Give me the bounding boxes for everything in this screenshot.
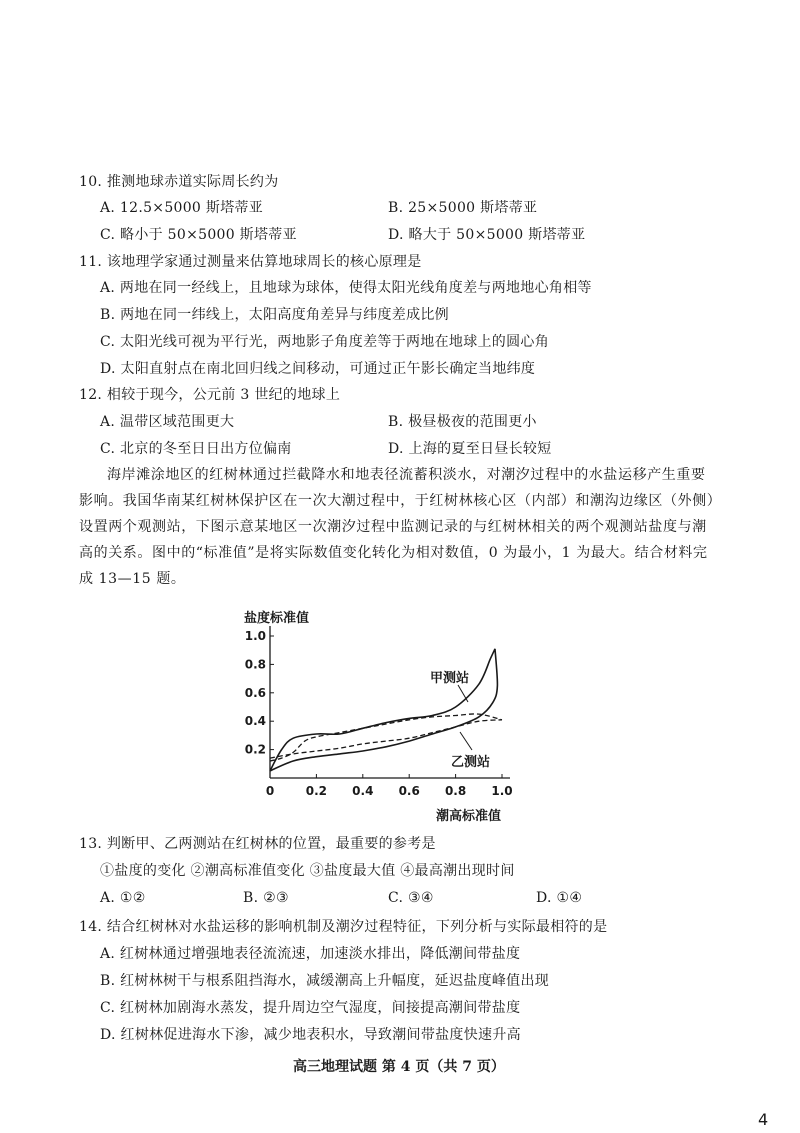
- x-tick-label: 0.2: [305, 784, 328, 798]
- q11-option-b: B. 两地在同一纬线上，太阳高度角差异与纬度差成比例: [100, 307, 449, 323]
- q14-option-c: C. 红树林加剧海水蒸发，提升周边空气湿度，间接提高潮间带盐度: [100, 1000, 521, 1016]
- series-1-upper-curve: [270, 714, 502, 761]
- q13-option-d: D. ①④: [536, 890, 583, 906]
- q12-option-a: A. 温带区域范围更大: [100, 414, 235, 430]
- q11-option-a: A. 两地在同一经线上，且地球为球体，使得太阳光线角度差与两地地心角相等: [100, 280, 592, 296]
- q14-option-b: B. 红树林树干与根系阻挡海水，减缓潮高上升幅度，延迟盐度峰值出现: [100, 973, 550, 989]
- series-label-jia: 甲测站: [430, 671, 470, 686]
- q12-option-d: D. 上海的夏至日昼长较短: [388, 441, 552, 457]
- y-axis-label: 盐度标准值: [244, 611, 310, 626]
- x-axis-label: 潮高标准值: [436, 809, 502, 824]
- series-1-lower-curve: [270, 720, 502, 758]
- q11-option-d: D. 太阳直射点在南北回归线之间移动，可通过正午影长确定当地纬度: [100, 361, 536, 377]
- x-tick-label: 1.0: [491, 784, 513, 798]
- chart-curves: [270, 649, 502, 771]
- q14-stem: 14. 结合红树林对水盐运移的影响机制及潮汐过程特征，下列分析与实际最相符的是: [79, 919, 608, 935]
- q14-option-d: D. 红树林促进海水下渗，减少地表积水，导致潮间带盐度快速升高: [100, 1027, 521, 1043]
- q11-stem: 11. 该地理学家通过测量来估算地球周长的核心原理是: [79, 254, 422, 270]
- q13-stem: 13. 判断甲、乙两测站在红树林的位置，最重要的参考是: [79, 836, 436, 852]
- q10-option-d: D. 略大于 50×5000 斯塔蒂亚: [388, 227, 586, 243]
- corner-page-number: 4: [758, 1110, 769, 1129]
- x-tick-label: 0.6: [398, 784, 420, 798]
- q11-option-c: C. 太阳光线可视为平行光，两地影子角度差等于两地在地球上的圆心角: [100, 334, 550, 350]
- page-footer: 高三地理试题 第 4 页（共 7 页）: [293, 1059, 505, 1075]
- x-tick-label: 0.4: [352, 784, 374, 798]
- x-tick-label: 0.8: [444, 784, 467, 798]
- q13-items: ①盐度的变化 ②潮高标准值变化 ③盐度最大值 ④最高潮出现时间: [100, 863, 515, 879]
- q12-option-b: B. 极昼极夜的范围更小: [388, 414, 537, 430]
- x-tick-label: 0: [265, 784, 275, 798]
- y-tick-label: 1.0: [244, 629, 266, 643]
- y-tick-label: 0.4: [244, 714, 266, 729]
- q10-option-c: C. 略小于 50×5000 斯塔蒂亚: [100, 227, 297, 243]
- y-tick-label: 0.8: [244, 657, 266, 672]
- q10-stem: 10. 推测地球赤道实际周长约为: [79, 174, 279, 190]
- q10-option-b: B. 25×5000 斯塔蒂亚: [388, 200, 538, 216]
- y-tick-label: 0.6: [244, 685, 266, 700]
- series-label-yi: 乙测站: [451, 755, 491, 770]
- series-pointer-jia: [458, 685, 468, 702]
- q10-option-a: A. 12.5×5000 斯塔蒂亚: [100, 200, 264, 216]
- material-paragraph: 海岸滩涂地区的红树林通过拦截降水和地表径流蓄积淡水，对潮汐过程中的水盐运移产生重要影响。我国华南某红树林保护区在一次大潮过程中，于红树林核心区（内部）和潮沟边缘区（外侧）设置两个观测站，下图示意某地区一次潮汐过程中监测记录的与红树林相关的两个观测站盐度与潮高的关系。图中的“标准值”是将实际数值变化转化为相对数值，0 为最小，1 为最大。结合材料完成 13—15 题。: [79, 467, 715, 587]
- q13-option-b: B. ②③: [243, 890, 289, 906]
- q13-option-a: A. ①②: [100, 890, 146, 906]
- q13-option-c: C. ③④: [388, 890, 434, 906]
- q14-option-a: A. 红树林通过增强地表径流流速，加速淡水排出，降低潮间带盐度: [100, 946, 521, 962]
- y-tick-label: 0.2: [244, 742, 266, 757]
- series-pointer-yi: [460, 732, 472, 750]
- q12-stem: 12. 相较于现今，公元前 3 世纪的地球上: [79, 387, 341, 403]
- q12-option-c: C. 北京的冬至日日出方位偏南: [100, 441, 292, 457]
- salinity-tide-chart: [236, 606, 526, 828]
